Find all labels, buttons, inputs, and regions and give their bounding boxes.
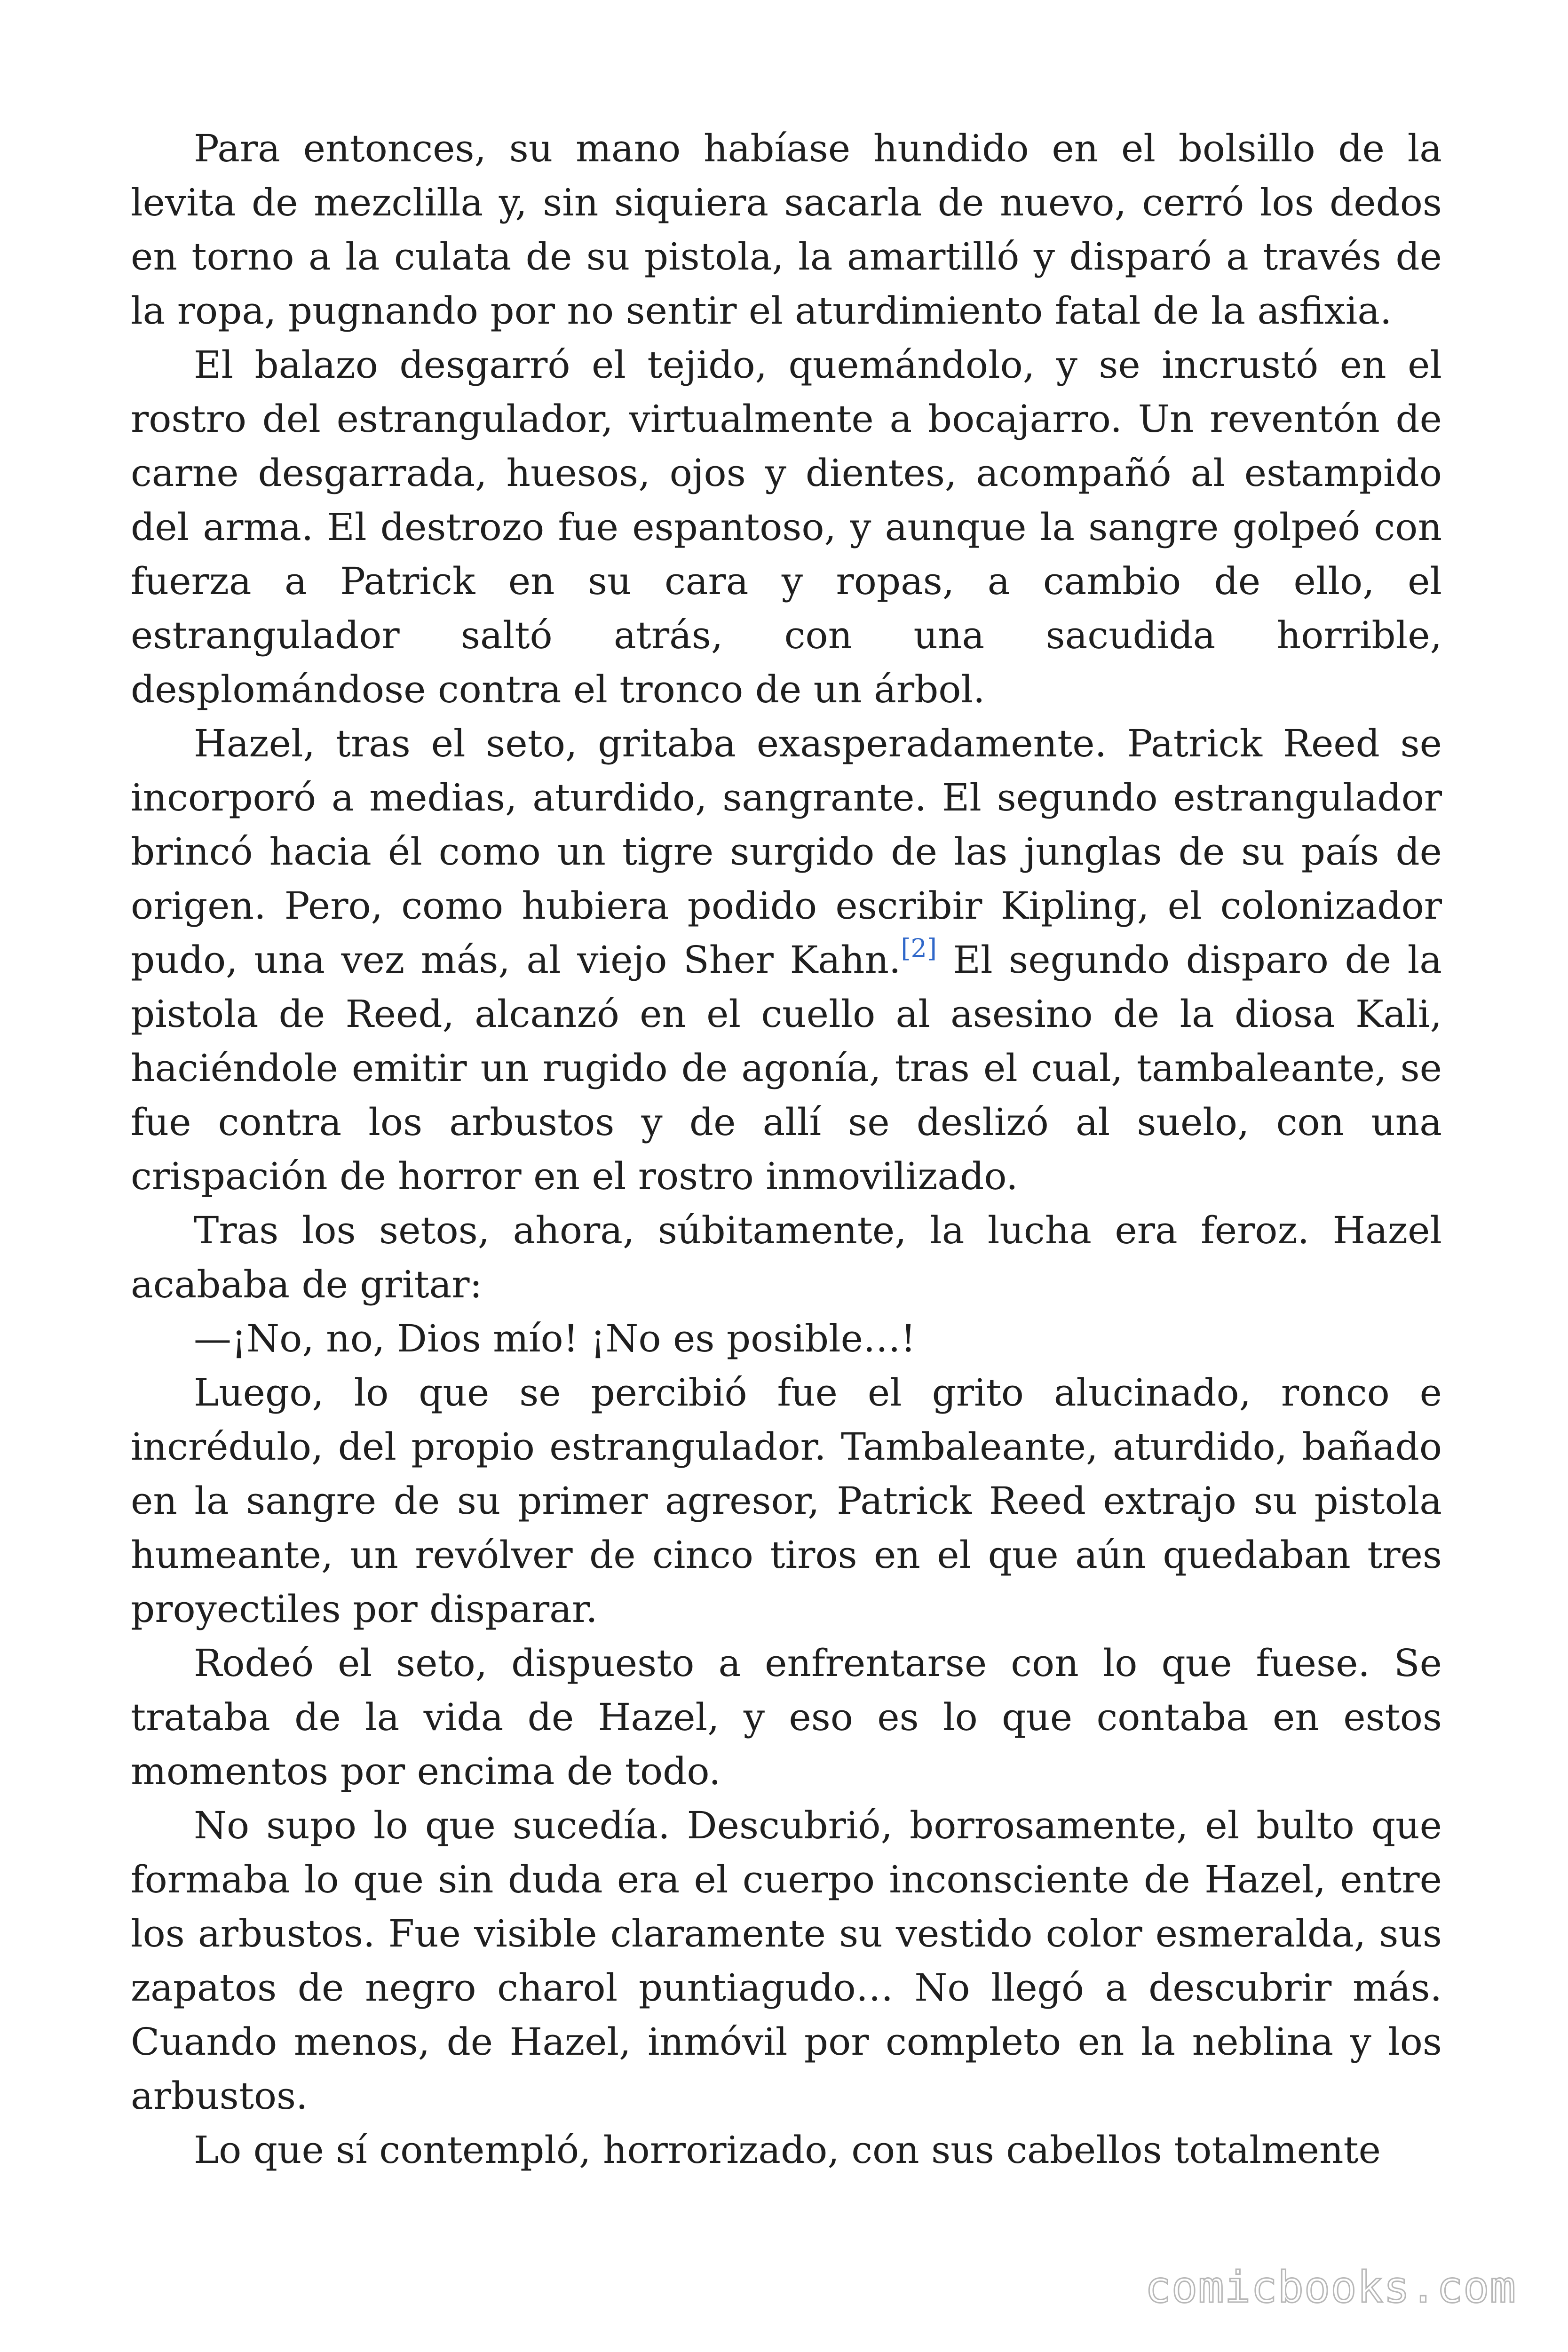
watermark: comicbooks.com — [1145, 2262, 1516, 2312]
paragraph: No supo lo que sucedía. Descubrió, borrosamente, el bulto que formaba lo que sin duda era el cuerpo inconsciente de Hazel, entre los arbustos. Fue visible claramente su vestido color esmeralda, sus zapatos de negro charol puntiagudo… No llegó a descubrir más. Cuando menos, de Hazel, inmóvil por completo en la neblina y los arbustos. — [131, 1804, 1442, 2118]
paragraph: Luego, lo que se percibió fue el grito alucinado, ronco e incrédulo, del propio estrangulador. Tambaleante, aturdido, bañado en la sangre de su primer agresor, Patrick Reed extrajo su pistola humeante, un revólver de cinco tiros en el que aún quedaban tres proyectiles por disparar. — [131, 1371, 1442, 1631]
paragraph: Tras los setos, ahora, súbitamente, la lucha era feroz. Hazel acababa de gritar: — [131, 1208, 1442, 1306]
paragraph: Para entonces, su mano habíase hundido en el bolsillo de la levita de mezclilla y, sin siquiera sacarla de nuevo, cerró los dedos en torno a la culata de su pistola, la amartilló y disparó a través de la ropa, pugnando por no sentir el aturdimiento fatal de la asfixia. — [131, 127, 1442, 333]
footnote-link[interactable]: [2] — [901, 933, 937, 963]
paragraph: El balazo desgarró el tejido, quemándolo, y se incrustó en el rostro del estrangulador, virtualmente a bocajarro. Un reventón de carne desgarrada, huesos, ojos y dientes, acompañó al estampido del arma. El destrozo fue espantoso, y aunque la sangre golpeó con fuerza a Patrick en su cara y ropas, a cambio de ello, el estrangulador saltó atrás, con una sacudida horrible, desplomándose contra el tronco de un árbol. — [131, 343, 1442, 711]
dialogue-paragraph: —¡No, no, Dios mío! ¡No es posible…! — [194, 1317, 916, 1360]
paragraph — [131, 716, 1442, 1203]
paragraph: Rodeó el seto, dispuesto a enfrentarse con lo que fuese. Se trataba de la vida de Hazel, y eso es lo que contaba en estos momentos por encima de todo. — [131, 1641, 1442, 1793]
paragraph-text: El segundo disparo de la pistola de Reed, alcanzó en el cuello al asesino de la diosa Kali, haciéndole emitir un rugido de agonía, tras el cual, tambaleante, se fue contra los arbustos y de allí se deslizó al suelo, con una crispación de horror en el rostro inmovilizado. — [131, 938, 1442, 1198]
paragraph-text: Hazel, tras el seto, gritaba exasperadamente. Patrick Reed se incorporó a medias, aturdido, sangrante. El segundo estrangulador brincó hacia él como un tigre surgido de las junglas de su país de origen. Pero, como hubiera podido escribir Kipling, el colonizador pudo, una vez más, al viejo Sher Kahn. — [131, 722, 1442, 982]
paragraph: Lo que sí contempló, horrorizado, con sus cabellos totalmente — [194, 2128, 1381, 2172]
page-body — [131, 121, 1442, 2177]
